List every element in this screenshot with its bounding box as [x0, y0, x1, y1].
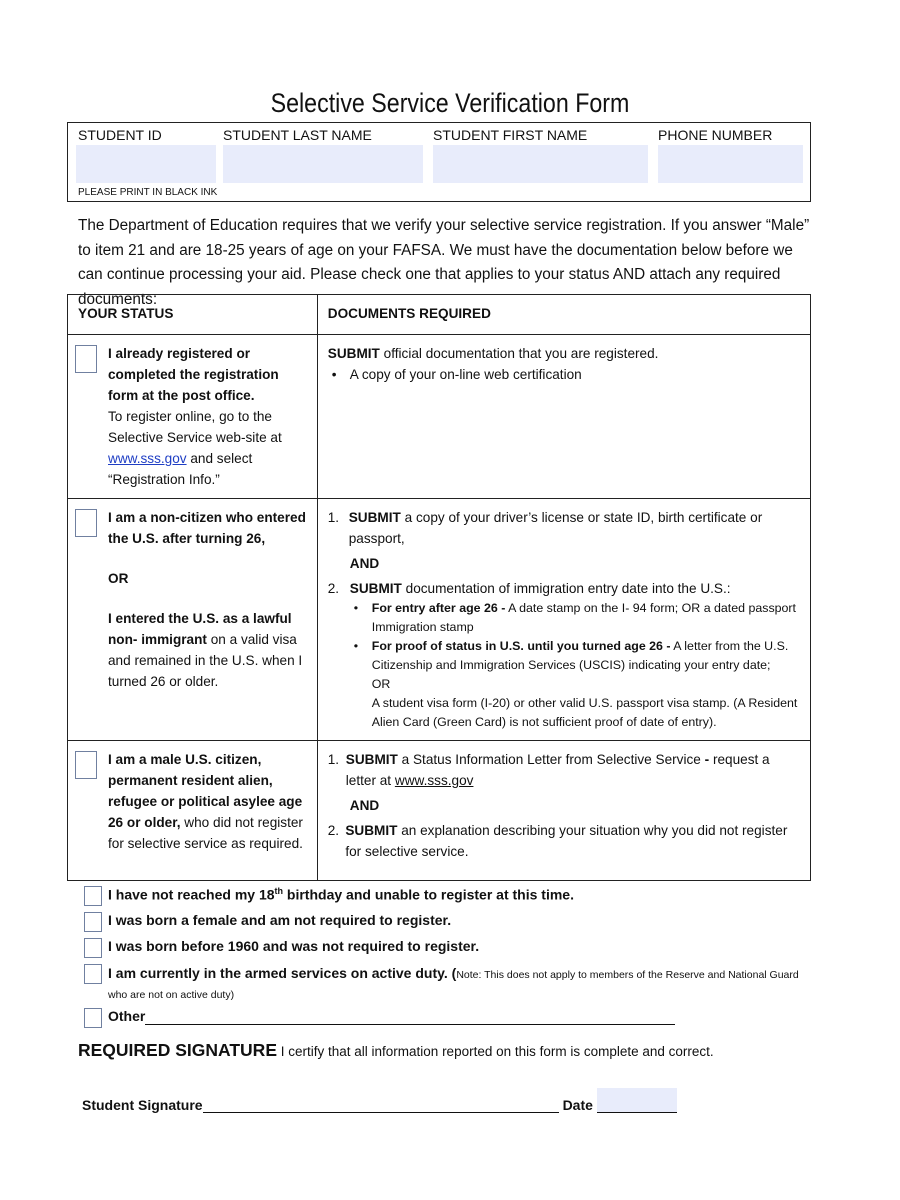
doc-status-letter: 1. SUBMIT a Status Information Letter from Selective Service - request a letter at www.sss.gov: [327, 752, 770, 788]
student-signature-line[interactable]: [203, 1098, 559, 1113]
col-your-status: YOUR STATUS: [78, 306, 174, 321]
doc-registered: SUBMIT official documentation that you are registered.: [327, 346, 659, 361]
status-table: [67, 294, 811, 881]
register-online-text: To register online, go to the Selective Service web-site at www.sss.gov and select “Registration Info.”: [108, 409, 282, 487]
status-non-immigrant: I entered the U.S. as a lawful non- immigrant on a valid visa and remained in the U.S. when I turned 26 or older.: [108, 611, 303, 689]
checkbox-female[interactable]: [84, 912, 102, 932]
check-other: [84, 1008, 675, 1028]
print-note: PLEASE PRINT IN BLACK INK: [78, 187, 218, 198]
status-male-citizen: I am a male U.S. citizen, permanent resident alien, refugee or political asylee age 26 or older, who did not register for selective service as required.: [108, 752, 303, 851]
female-label: I was born a female and am not required to register.: [108, 912, 452, 928]
status-non-citizen: I am a non-citizen who entered the U.S. after turning 26,: [108, 510, 306, 546]
page-title: Selective Service Verification Form: [270, 88, 630, 118]
doc-explanation: 2. SUBMIT an explanation describing your situation why you did not register for selective service.: [327, 823, 788, 859]
signature-row: [82, 1088, 677, 1113]
doc-entry-bullet: • For entry after age 26 - A date stamp on the I- 94 form; OR a dated passport Immigration stamp: [350, 599, 800, 637]
checkbox-already-registered[interactable]: [75, 345, 97, 373]
sss-link-2[interactable]: www.sss.gov: [394, 773, 474, 788]
date-label: Date: [562, 1097, 593, 1113]
student-id-field[interactable]: [76, 145, 216, 183]
status-registered: I already registered or completed the registration form at the post office.: [108, 346, 279, 403]
intro-paragraph: The Department of Education requires that we verify your selective service registration. If you answer “Male” to item 21 and are 18-25 years of age on your FAFSA. We must have the documentation below before we can continue processing your aid. Please check one that applies to your status AND attach any required documents:: [78, 217, 810, 308]
checkbox-non-citizen[interactable]: [75, 509, 97, 537]
doc-registered-bullet: • A copy of your on-line web certification: [328, 364, 800, 385]
check-before-1960: [84, 938, 479, 958]
phone-label: PHONE NUMBER: [658, 127, 773, 143]
doc-id-item: 1. SUBMIT a copy of your driver’s license or state ID, birth certificate or passport,: [327, 510, 763, 546]
checkbox-male-citizen[interactable]: [75, 751, 97, 779]
under-18-label: I have not reached my 18th birthday and unable to register at this time.: [108, 886, 574, 903]
before-1960-label: I was born before 1960 and was not required to register.: [108, 938, 480, 954]
doc-proof-or: OR: [371, 677, 391, 691]
check-armed-services: [84, 964, 804, 1004]
checkbox-armed-services[interactable]: [84, 964, 102, 984]
other-line[interactable]: [145, 1008, 675, 1025]
status-or: OR: [108, 571, 129, 586]
doc-immigration-item: 2. SUBMIT documentation of immigration entry date into the U.S.:: [327, 581, 731, 596]
armed-services-label: I am currently in the armed services on active duty. (Note: This does not apply to members of the Reserve and National Guard who are not on active duty): [108, 965, 799, 1001]
required-signature: REQUIRED SIGNATURE I certify that all information reported on this form is complete and correct.: [78, 1040, 714, 1060]
check-under-18: [84, 886, 574, 906]
check-female: [84, 912, 451, 932]
checkbox-other[interactable]: [84, 1008, 102, 1028]
doc-proof-bullet: • For proof of status in U.S. until you turned age 26 - A letter from the U.S. Citizenship and Immigration Services (USCIS) indicating your entry date;: [350, 637, 800, 675]
checkbox-under-18[interactable]: [84, 886, 102, 906]
student-signature-label: Student Signature: [82, 1097, 203, 1113]
doc-and: AND: [349, 556, 380, 571]
doc-and-2: AND: [349, 798, 380, 813]
checkbox-before-1960[interactable]: [84, 938, 102, 958]
col-documents-required: DOCUMENTS REQUIRED: [327, 306, 491, 321]
doc-student-visa: A student visa form (I-20) or other valid U.S. passport visa stamp. (A Resident Alien Card (Green Card) is not sufficient proof of date of entry).: [371, 696, 798, 729]
student-id-box: [67, 122, 811, 202]
first-name-field[interactable]: [433, 145, 648, 183]
first-name-label: STUDENT FIRST NAME: [433, 127, 588, 143]
last-name-label: STUDENT LAST NAME: [223, 127, 372, 143]
last-name-field[interactable]: [223, 145, 423, 183]
date-field[interactable]: [597, 1088, 677, 1113]
other-label: Other: [108, 1008, 146, 1024]
sss-link[interactable]: www.sss.gov: [108, 451, 187, 466]
phone-field[interactable]: [658, 145, 803, 183]
student-id-label: STUDENT ID: [78, 127, 162, 143]
